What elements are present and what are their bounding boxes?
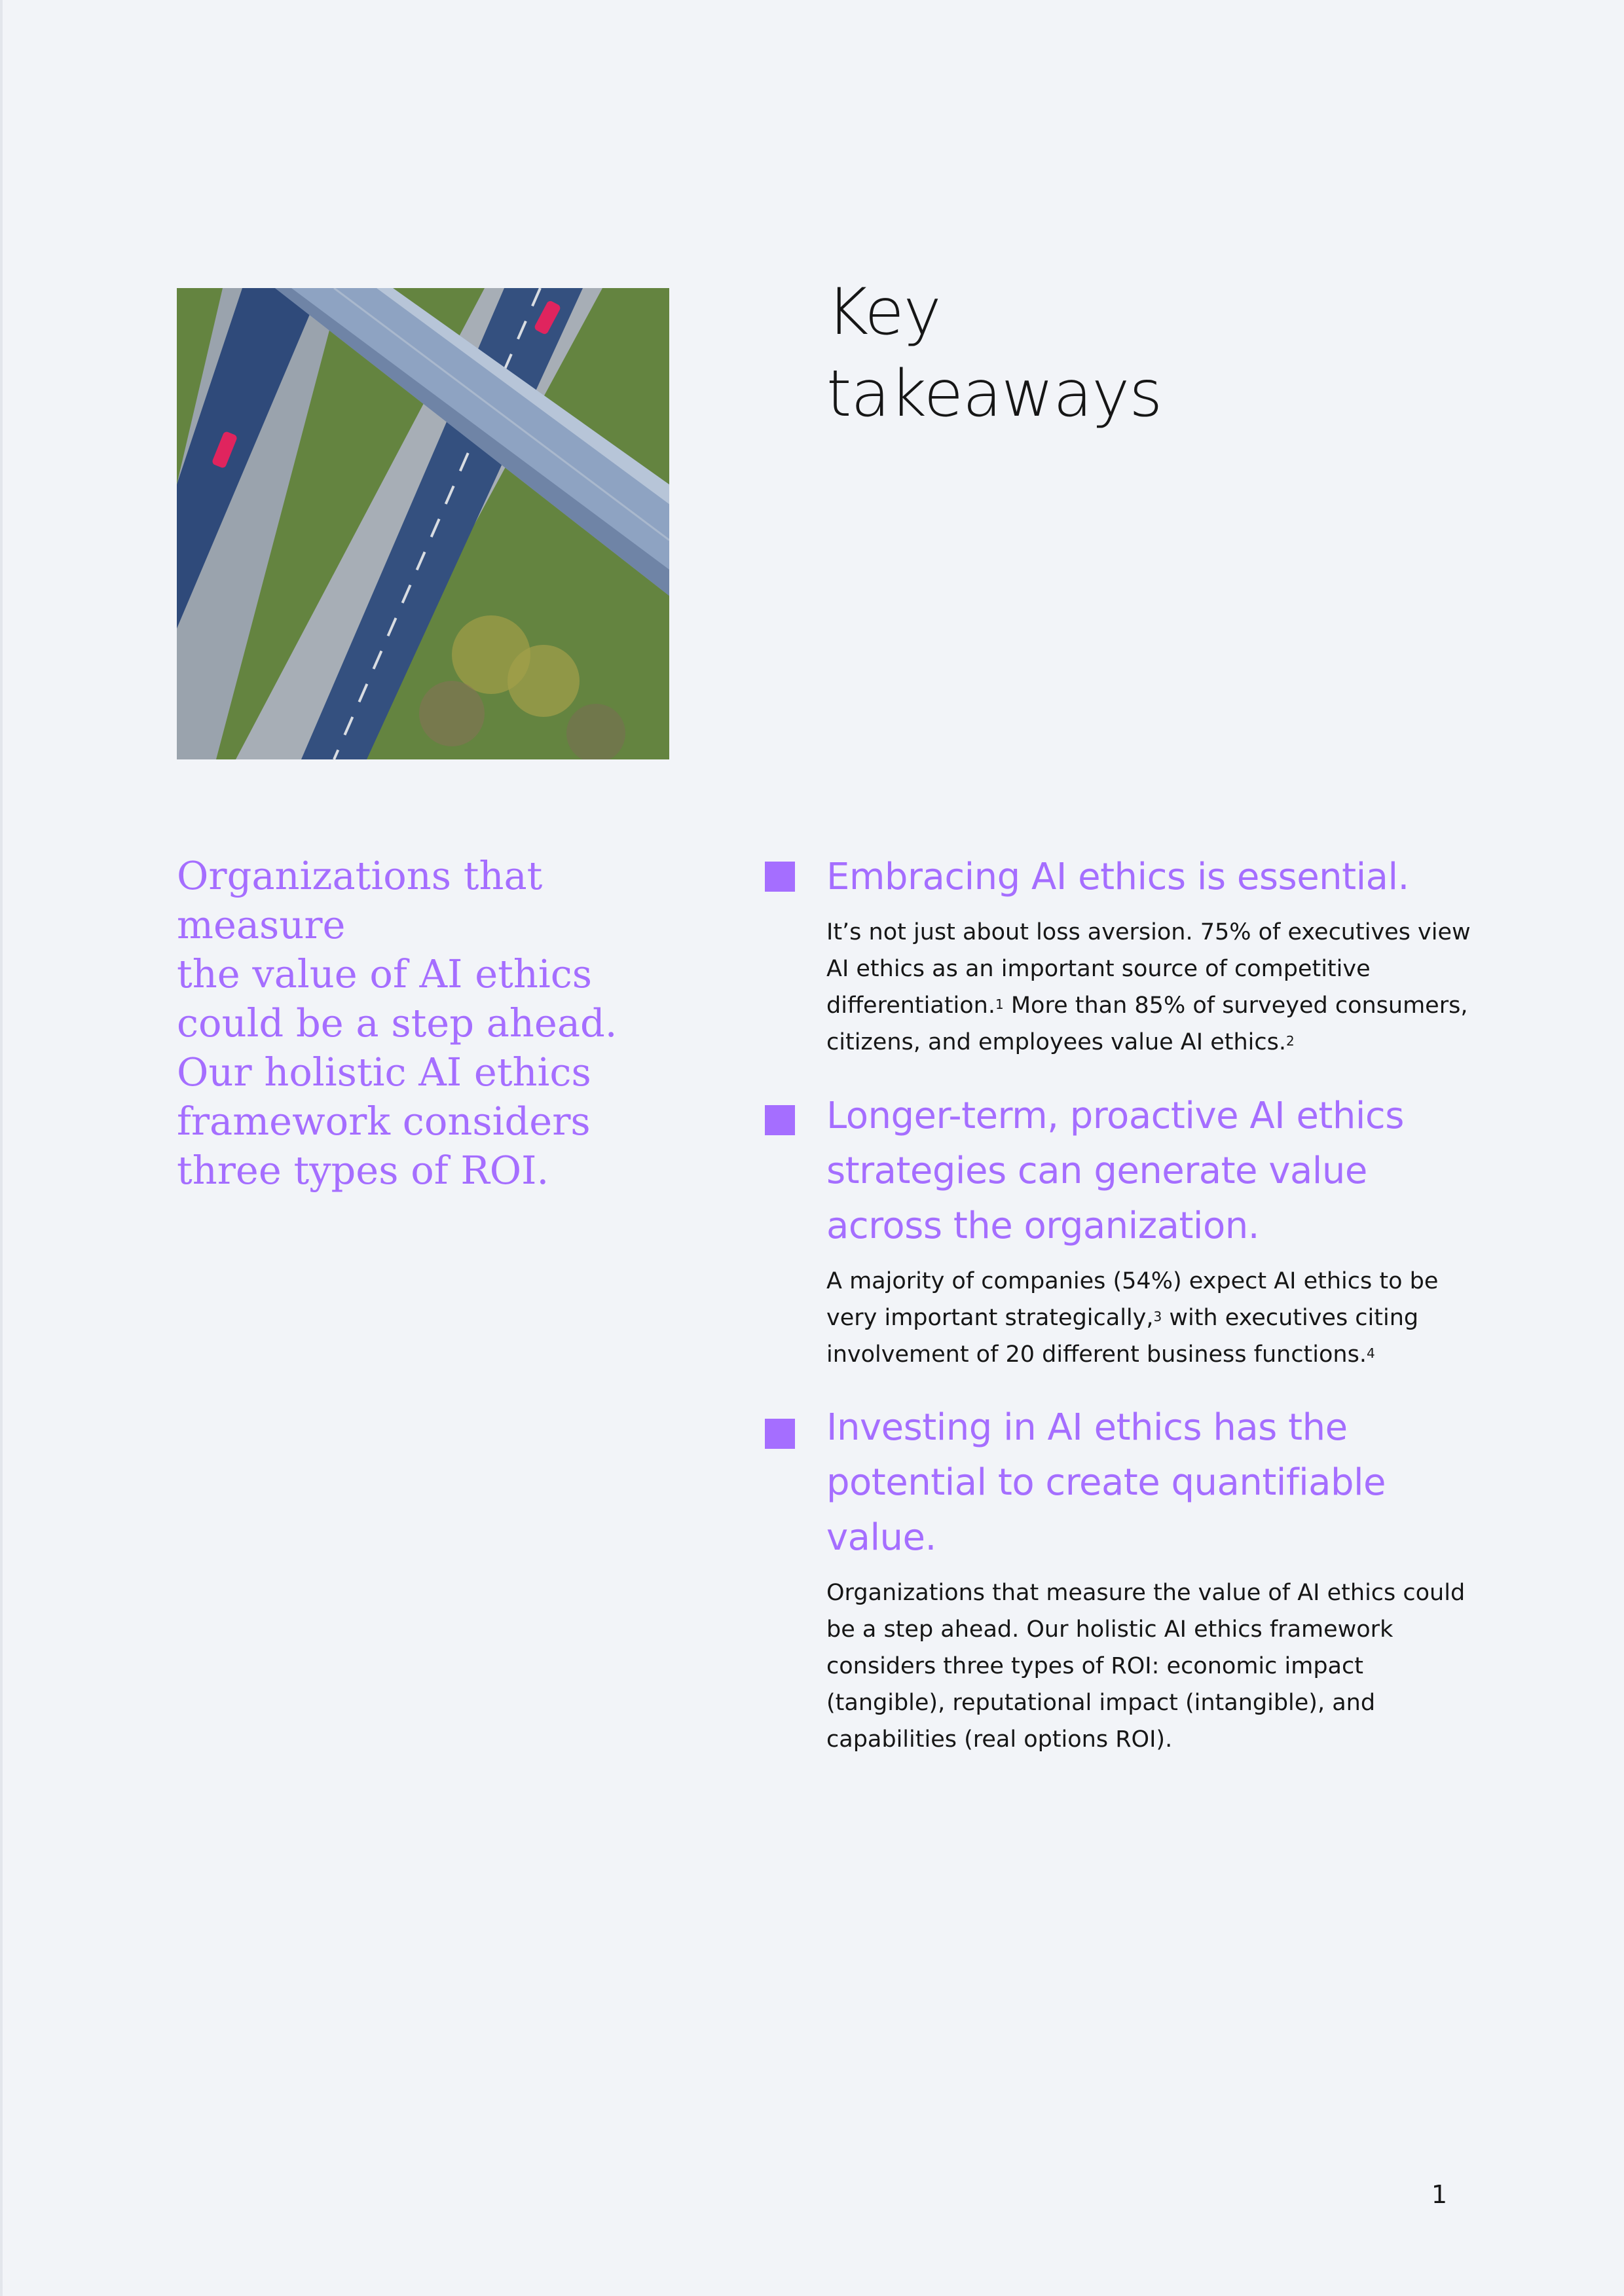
footnote-ref[interactable]: 3 <box>1153 1309 1162 1324</box>
takeaway-body <box>826 914 1475 1061</box>
takeaway-body-text: More than 85% of surveyed consumers, citizens, and employees value AI ethics. <box>826 993 1468 1055</box>
takeaway-item <box>765 1089 1459 1373</box>
pull-quote-line: three types of ROI. <box>177 1148 549 1193</box>
square-bullet-icon <box>765 1105 795 1135</box>
takeaway-item <box>765 1400 1466 1758</box>
title-line-1: Key <box>826 275 941 350</box>
takeaway-body-text: It’s not just about loss aversion. 75% of executives view AI ethics as an important source of competitive differentiation. <box>826 919 1471 1019</box>
page-number: 1 <box>1431 2180 1447 2209</box>
takeaway-heading: Embracing AI ethics is essential. <box>826 856 1409 898</box>
pull-quote-line: Organizations that measure <box>177 853 543 947</box>
page-title <box>826 272 1416 435</box>
square-bullet-icon <box>765 1419 795 1449</box>
pull-quote <box>177 851 701 1195</box>
footnote-ref[interactable]: 4 <box>1366 1345 1375 1361</box>
takeaway-body: Organizations that measure the value of AI ethics could be a step ahead. Our holistic AI ethics framework considers three types of ROI: economic impact (tangible), reputational impact (intangible), and capabilities (real options ROI). <box>826 1580 1466 1753</box>
aerial-highway-overpass-image <box>177 288 669 759</box>
pull-quote-line: the value of AI ethics <box>177 951 593 996</box>
page-edge <box>0 0 3 2296</box>
takeaway-body-text: A majority of companies (54%) expect AI ethics to be very important strategically, <box>826 1268 1439 1331</box>
pull-quote-line: framework considers <box>177 1099 591 1144</box>
pull-quote-line: Our holistic AI ethics <box>177 1049 591 1095</box>
hero-image <box>177 288 669 759</box>
title-line-2: takeaways <box>826 357 1162 431</box>
pull-quote-line: could be a step ahead. <box>177 1000 618 1046</box>
takeaway-body <box>826 1263 1475 1373</box>
takeaway-item <box>765 850 1471 1061</box>
takeaway-heading: Investing in AI ethics has the potential to create quantifiable value. <box>826 1406 1386 1559</box>
footnote-ref[interactable]: 2 <box>1285 1033 1295 1049</box>
footnote-ref[interactable]: 1 <box>995 996 1004 1012</box>
takeaway-heading: Longer-term, proactive AI ethics strategies can generate value across the organization. <box>826 1095 1404 1247</box>
square-bullet-icon <box>765 862 795 892</box>
takeaway-body-text: with executives citing involvement of 20 different business functions. <box>826 1305 1419 1368</box>
